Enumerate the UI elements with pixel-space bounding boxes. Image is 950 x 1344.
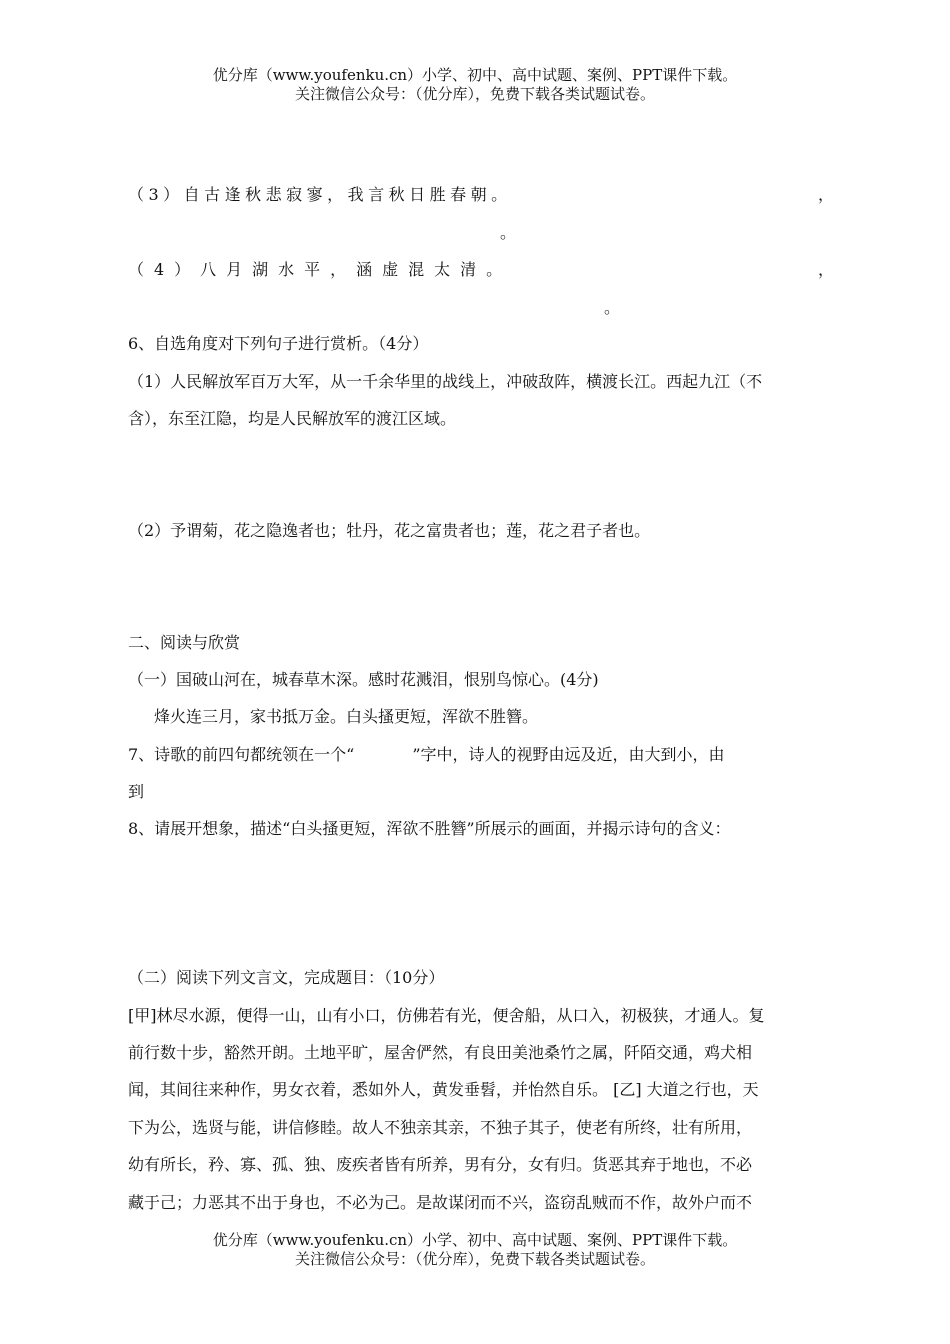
question-7 (128, 744, 725, 766)
passage-line: 闻，其间往来种作，男女衣着，悉如外人，黄发垂髫，并怡然自乐。 [乙] 大道之行也，天 (128, 1080, 759, 1099)
question-6-1-line1: （1）人民解放军百万大军，从一千余华里的战线上，冲破敌阵，横渡长江。西起九江（不 (128, 372, 763, 391)
passage-line: [甲]林尽水源，便得一山，山有小口，仿佛若有光，便舍船，从口入，初极狭，才通人。复 (128, 1006, 765, 1025)
question-3-comma: ， (818, 185, 835, 204)
question-7-part-a: 7、诗歌的前四句都统领在一个“ (128, 745, 355, 764)
question-3-period: 。 (500, 223, 517, 242)
question-7-part-b: ”字中，诗人的视野由远及近，由大到小，由 (412, 745, 725, 764)
classical-chinese-title: （二）阅读下列文言文，完成题目：（10分） (128, 968, 445, 987)
passage-line: 幼有所长，矜、寡、孤、独、废疾者皆有所养，男有分，女有归。货恶其弃于地也，不必 (128, 1155, 753, 1174)
page-header-line2: 关注微信公众号：（优分库），免费下载各类试题试卷。 (294, 85, 655, 103)
passage-line: 前行数十步，豁然开朗。土地平旷，屋舍俨然，有良田美池桑竹之属，阡陌交通，鸡犬相 (128, 1043, 753, 1062)
question-3-text: （3）自古逢秋悲寂寥，我言秋日胜春朝。 (128, 185, 512, 204)
question-7-continuation: 到 (128, 782, 145, 801)
page-footer-line1: 优分库（www.youfenku.cn）小学、初中、高中试题、案例、PPT课件下载。 (212, 1231, 738, 1249)
question-8: 8、请展开想象，描述“白头搔更短，浑欲不胜簪”所展示的画面，并揭示诗句的含义： (128, 819, 731, 838)
poem-line-1: （一）国破山河在，城春草木深。感时花溅泪，恨别鸟惊心。(4分) (128, 670, 599, 689)
question-4-text: （4）八月湖水平，涵虚混太清。 (128, 260, 513, 279)
question-6-title: 6、自选角度对下列句子进行赏析。（4分） (128, 334, 429, 353)
question-4-period: 。 (604, 298, 621, 317)
page-header-line1: 优分库（www.youfenku.cn）小学、初中、高中试题、案例、PPT课件下载。 (212, 66, 738, 84)
question-6-2: （2）予谓菊，花之隐逸者也；牡丹，花之富贵者也；莲，花之君子者也。 (128, 521, 651, 540)
poem-line-2: 烽火连三月，家书抵万金。白头搔更短，浑欲不胜簪。 (154, 707, 539, 726)
page-footer-line2: 关注微信公众号：（优分库），免费下载各类试题试卷。 (294, 1250, 655, 1268)
passage-line: 藏于己；力恶其不出于身也，不必为己。是故谋闭而不兴，盗窃乱贼而不作，故外户而不 (128, 1193, 753, 1212)
section-2-title: 二、阅读与欣赏 (128, 633, 241, 652)
passage-line: 下为公，选贤与能，讲信修睦。故人不独亲其亲，不独子其子，使老有所终，壮有所用， (128, 1118, 753, 1137)
question-4-comma: ， (818, 260, 835, 279)
question-6-1-line2: 含），东至江隐，均是人民解放军的渡江区域。 (128, 409, 457, 428)
